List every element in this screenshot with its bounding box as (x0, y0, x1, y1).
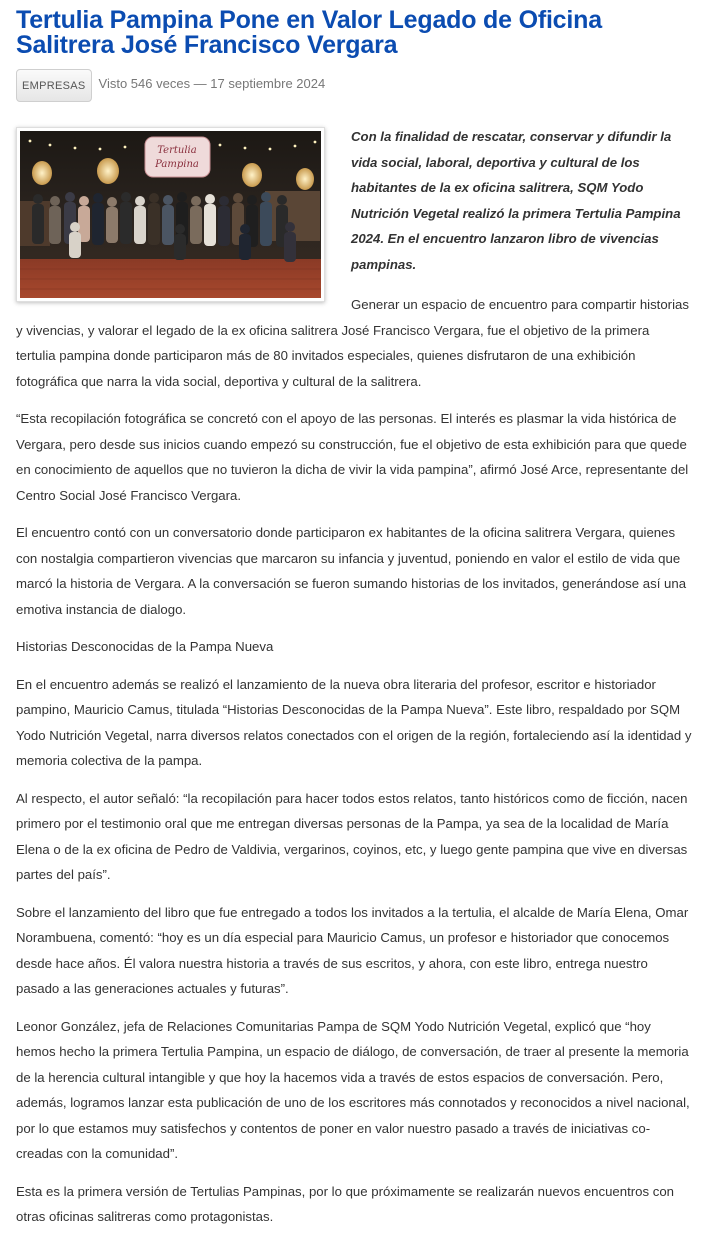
article-photo[interactable] (16, 127, 325, 302)
article-body (16, 124, 692, 1230)
article-lead: Con la finalidad de rescatar, conservar y difundir la vida social, laboral, deportiva y cultural de los habitantes de la ex oficina salitrera, SQM Yodo Nutrición Vegetal realizó la primera Tertulia Pampina 2024. En el encuentro lanzaron libro de vivencias pampinas. (351, 129, 681, 272)
article-paragraph: Al respecto, el autor señaló: “la recopilación para hacer todos estos relatos, tanto históricos como de ficción, nacen primero por el testimonio oral que me entregan diversas personas de la Pampa, ya sea de la localidad de María Elena o de la ex oficina de Pedro de Valdivia, vergarinos, coyinos, etc, y luego gente pampina que vive en diversas partes del país”. (16, 790, 688, 882)
article-title: Tertulia Pampina Pone en Valor Legado de Oficina Salitrera José Francisco Vergara (16, 6, 602, 59)
svg-text:Tertulia: Tertulia (157, 145, 197, 156)
article-paragraph: “Esta recopilación fotográfica se concretó con el apoyo de las personas. El interés es plasmar la vida histórica de Vergara, pero desde sus inicios cuando empezó su construcción, fue el objetivo de esta exhibición para que quede en conocimiento de aquellos que no tuvieron la dicha de vivir la vida pampina”, afirmó José Arce, representante del Centro Social José Francisco Vergara. (16, 411, 689, 503)
article-subheading: Historias Desconocidas de la Pampa Nueva (16, 639, 274, 654)
article-paragraph: Esta es la primera versión de Tertulias Pampinas, por lo que próximamente se realizarán nuevos encuentros con otras oficinas salitreras como protagonistas. (16, 1183, 675, 1224)
views-and-date: Visto 546 veces — 17 septiembre 2024 (98, 75, 326, 91)
article-paragraph: El encuentro contó con un conversatorio donde participaron ex habitantes de la oficina salitrera Vergara, quienes con nostalgia compartieron vivencias que marcaron su infancia y juventud, poniendo en valor el estilo de vida que marcó la historia de Vergara. A la conversación se fueron sumando historias de los invitados, generándose así una emotiva instancia de dialogo. (16, 525, 687, 617)
article-paragraph: Sobre el lanzamiento del libro que fue entregado a todos los invitados a la tertulia, el alcalde de María Elena, Omar Norambuena, comentó: “hoy es un día especial para Mauricio Camus, un profesor e historiador que conocemos desde hace años. Él valora nuestra historia a través de sus escritos, y ahora, con este libro, entrega nuestro pasado a las generaciones actuales y futuras”. (16, 904, 689, 996)
article-paragraph: En el encuentro además se realizó el lanzamiento de la nueva obra literaria del profesor, escritor e historiador pampino, Mauricio Camus, titulada “Historias Desconocidas de la Pampa Nueva”. Este libro, respaldado por SQM Yodo Nutrición Vegetal, narra diversos relatos conectados con el origen de la región, fortaleciendo así la identidad y memoria colectiva de la pampa. (16, 676, 692, 768)
svg-text:Pampina: Pampina (155, 159, 199, 170)
article-meta (16, 68, 692, 102)
category-badge[interactable]: EMPRESAS (16, 69, 92, 102)
group-photo-image (20, 131, 321, 298)
article-paragraph: Leonor González, jefa de Relaciones Comunitarias Pampa de SQM Yodo Nutrición Vegetal, explicó que “hoy hemos hecho la primera Tertulia Pampina, un espacio de diálogo, de conversación, de traer al presente la memoria de la herencia cultural intangible y que hoy la hacemos vida a través de estos espacios de conversación. Pero, además, logramos lanzar esta publicación de uno de los escritores más connotados y reconocidos a nivel nacional, por lo que estamos muy satisfechos y contentos de poner en valor nuestro pasado a través de iniciativas co-creadas con la comunidad”. (16, 1018, 690, 1161)
article-paragraph: Generar un espacio de encuentro para compartir historias y vivencias, y valorar el legado de la ex oficina salitrera José Francisco Vergara, fue el objetivo de la primera tertulia pampina donde participaron más de 80 invitados especiales, quienes disfrutaron de una exhibición fotográfica que narra la vida social, deportiva y cultural de la salitrera. (16, 297, 689, 389)
